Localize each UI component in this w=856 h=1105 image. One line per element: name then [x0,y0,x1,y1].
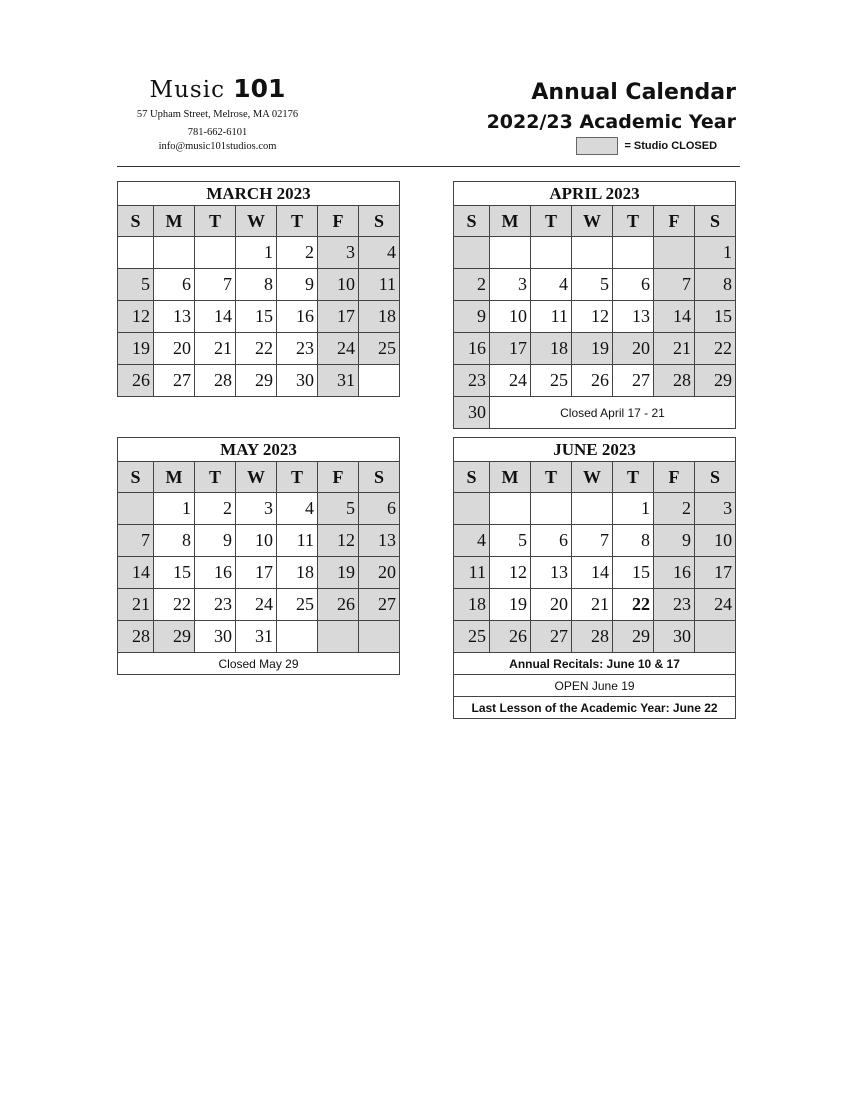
weekday-label: T [531,206,572,237]
day-cell [195,237,236,269]
day-cell-closed: 9 [454,301,490,333]
day-cell [531,493,572,525]
week-row [118,589,400,621]
day-cell-closed: 8 [695,269,736,301]
day-cell: 17 [236,557,277,589]
day-cell-closed: 3 [318,237,359,269]
day-cell: 7 [572,525,613,557]
weekday-label: S [359,462,400,493]
day-cell: 21 [195,333,236,365]
weekday-label: S [695,462,736,493]
weekday-label: T [195,206,236,237]
month-title: JUNE 2023 [454,438,736,462]
day-cell-closed: 2 [654,493,695,525]
day-cell-closed: 27 [359,589,400,621]
week-row [454,589,736,621]
day-cell-closed: 1 [695,237,736,269]
week-row [454,237,736,269]
page-title: Annual Calendar [531,80,736,105]
day-cell [613,237,654,269]
day-cell: 20 [154,333,195,365]
closed-legend-label: = Studio CLOSED [624,140,718,152]
weekday-label: S [118,206,154,237]
day-cell: 21 [572,589,613,621]
day-cell [572,493,613,525]
weekday-label: W [236,206,277,237]
week-row [454,397,736,429]
week-row [118,557,400,589]
day-cell-closed: 26 [490,621,531,653]
weekday-label: T [531,462,572,493]
month-note: Closed May 29 [118,653,400,675]
weekday-label: T [613,462,654,493]
day-cell [490,493,531,525]
day-cell [154,237,195,269]
day-cell: 8 [154,525,195,557]
day-cell: 29 [236,365,277,397]
weekday-label: T [277,206,318,237]
day-cell-closed: 18 [359,301,400,333]
day-cell-closed: 27 [531,621,572,653]
week-row [118,493,400,525]
day-cell: 12 [572,301,613,333]
day-cell: 20 [531,589,572,621]
day-cell: 15 [236,301,277,333]
week-row [118,301,400,333]
day-cell: 4 [277,493,318,525]
day-cell [118,237,154,269]
day-cell-closed: 19 [118,333,154,365]
day-cell [531,237,572,269]
weekday-label: F [318,206,359,237]
month-note: Last Lesson of the Academic Year: June 22 [454,697,736,719]
day-cell [490,237,531,269]
week-row [454,525,736,557]
day-cell-closed: 10 [318,269,359,301]
day-cell-closed: 10 [695,525,736,557]
day-cell: 3 [490,269,531,301]
day-cell-closed: 22 [695,333,736,365]
day-cell: 22 [613,589,654,621]
day-cell-closed [695,621,736,653]
day-cell-closed: 29 [613,621,654,653]
day-cell-closed: 17 [695,557,736,589]
weekday-header-row [454,206,736,237]
day-cell-closed: 20 [613,333,654,365]
day-cell-closed: 12 [118,301,154,333]
week-row [454,557,736,589]
day-cell-closed: 20 [359,557,400,589]
day-cell: 30 [195,621,236,653]
day-cell-closed: 26 [118,365,154,397]
day-cell-closed: 6 [359,493,400,525]
weekday-label: M [490,462,531,493]
weekday-header-row [118,462,400,493]
day-cell: 6 [531,525,572,557]
weekday-label: W [572,462,613,493]
studio-address: 57 Upham Street, Melrose, MA 02176 [136,109,299,120]
week-row [454,333,736,365]
day-cell: 9 [195,525,236,557]
day-cell: 1 [236,237,277,269]
day-cell-closed: 19 [572,333,613,365]
day-cell-closed: 23 [454,365,490,397]
weekday-header-row [454,462,736,493]
week-row [118,237,400,269]
day-cell-closed: 4 [454,525,490,557]
calendar-june-2023 [453,437,736,719]
day-cell [359,365,400,397]
header-divider [117,166,740,167]
weekday-label: S [695,206,736,237]
day-cell-closed: 19 [318,557,359,589]
day-cell: 14 [572,557,613,589]
day-cell: 26 [572,365,613,397]
day-cell-closed: 3 [695,493,736,525]
day-cell: 1 [613,493,654,525]
page-subtitle: 2022/23 Academic Year [486,111,736,133]
weekday-label: F [654,462,695,493]
studio-email: info@music101studios.com [158,141,277,152]
day-cell: 24 [490,365,531,397]
week-row [118,525,400,557]
calendar-april-2023 [453,181,736,429]
week-row [118,333,400,365]
day-cell-closed [454,237,490,269]
day-cell: 4 [531,269,572,301]
day-cell: 2 [195,493,236,525]
day-cell-closed [654,237,695,269]
day-cell: 8 [236,269,277,301]
week-row [454,621,736,653]
day-cell-closed: 14 [118,557,154,589]
day-cell: 27 [154,365,195,397]
weekday-label: S [454,462,490,493]
day-cell-closed: 11 [359,269,400,301]
day-cell-closed: 16 [654,557,695,589]
day-cell-closed [454,493,490,525]
closed-legend [576,137,717,155]
day-cell-closed: 24 [318,333,359,365]
month-title: APRIL 2023 [454,182,736,206]
day-cell: 15 [613,557,654,589]
day-cell: 22 [154,589,195,621]
month-title: MARCH 2023 [118,182,400,206]
studio-logo-block [110,76,325,154]
day-cell: 22 [236,333,277,365]
day-cell: 23 [277,333,318,365]
day-cell-closed: 4 [359,237,400,269]
day-cell: 10 [236,525,277,557]
week-row [454,365,736,397]
day-cell [277,621,318,653]
day-cell: 5 [490,525,531,557]
day-cell: 27 [613,365,654,397]
day-cell-closed: 23 [654,589,695,621]
logo-number: 101 [233,74,286,103]
day-cell: 12 [490,557,531,589]
day-cell: 15 [154,557,195,589]
day-cell-closed: 15 [695,301,736,333]
day-cell: 28 [195,365,236,397]
week-row [454,269,736,301]
day-cell-closed: 21 [654,333,695,365]
day-cell-closed: 28 [654,365,695,397]
day-cell-closed: 5 [318,493,359,525]
week-row [454,301,736,333]
day-cell: 1 [154,493,195,525]
day-cell-closed: 18 [454,589,490,621]
day-cell: 18 [277,557,318,589]
day-cell-closed: 24 [695,589,736,621]
weekday-label: W [236,462,277,493]
day-cell-closed: 29 [695,365,736,397]
day-cell-closed: 17 [490,333,531,365]
weekday-label: F [318,462,359,493]
logo-word: Music [149,77,225,103]
day-cell-closed: 9 [654,525,695,557]
day-cell-closed: 7 [654,269,695,301]
day-cell-closed: 30 [454,397,490,429]
weekday-label: M [154,206,195,237]
day-cell-closed: 5 [118,269,154,301]
day-cell-closed: 18 [531,333,572,365]
day-cell: 19 [490,589,531,621]
day-cell-closed: 7 [118,525,154,557]
day-cell: 25 [277,589,318,621]
studio-logo [110,76,325,103]
day-cell-closed [118,493,154,525]
day-cell: 6 [613,269,654,301]
day-cell: 25 [531,365,572,397]
day-cell: 31 [236,621,277,653]
weekday-label: W [572,206,613,237]
day-cell: 13 [531,557,572,589]
weekday-label: T [195,462,236,493]
weekday-label: S [118,462,154,493]
month-note: Annual Recitals: June 10 & 17 [454,653,736,675]
weekday-label: M [154,462,195,493]
week-row [118,365,400,397]
day-cell: 16 [195,557,236,589]
day-cell-closed: 28 [118,621,154,653]
day-cell: 10 [490,301,531,333]
day-cell: 14 [195,301,236,333]
studio-phone: 781-662-6101 [187,127,248,138]
day-cell: 9 [277,269,318,301]
day-cell: 8 [613,525,654,557]
day-cell-closed: 30 [654,621,695,653]
day-cell-closed: 14 [654,301,695,333]
day-cell: 30 [277,365,318,397]
day-cell: 7 [195,269,236,301]
day-cell-closed: 2 [454,269,490,301]
weekday-label: S [454,206,490,237]
day-cell: 13 [154,301,195,333]
day-cell-closed: 29 [154,621,195,653]
day-cell [572,237,613,269]
calendar-march-2023 [117,181,400,397]
weekday-header-row [118,206,400,237]
day-cell: 2 [277,237,318,269]
day-cell-closed: 16 [454,333,490,365]
day-cell-closed: 31 [318,365,359,397]
day-cell-closed: 21 [118,589,154,621]
day-cell-closed: 11 [454,557,490,589]
weekday-label: S [359,206,400,237]
day-cell-closed: 17 [318,301,359,333]
day-cell: 24 [236,589,277,621]
month-note: OPEN June 19 [454,675,736,697]
day-cell-closed: 25 [454,621,490,653]
week-row [454,493,736,525]
day-cell: 16 [277,301,318,333]
week-row [118,621,400,653]
day-cell: 6 [154,269,195,301]
day-cell-closed: 13 [359,525,400,557]
weekday-label: T [277,462,318,493]
day-cell: 23 [195,589,236,621]
day-cell-closed: 12 [318,525,359,557]
day-cell: 11 [277,525,318,557]
day-cell: 5 [572,269,613,301]
day-cell: 3 [236,493,277,525]
weekday-label: T [613,206,654,237]
day-cell-closed [318,621,359,653]
day-cell: 11 [531,301,572,333]
day-cell-closed: 25 [359,333,400,365]
day-cell-closed: 28 [572,621,613,653]
day-cell-closed: 26 [318,589,359,621]
weekday-label: F [654,206,695,237]
month-title: MAY 2023 [118,438,400,462]
weekday-label: M [490,206,531,237]
day-cell: 13 [613,301,654,333]
closed-legend-swatch [576,137,618,155]
day-cell-closed [359,621,400,653]
week-row [118,269,400,301]
month-note: Closed April 17 - 21 [490,397,736,429]
calendar-may-2023 [117,437,400,675]
